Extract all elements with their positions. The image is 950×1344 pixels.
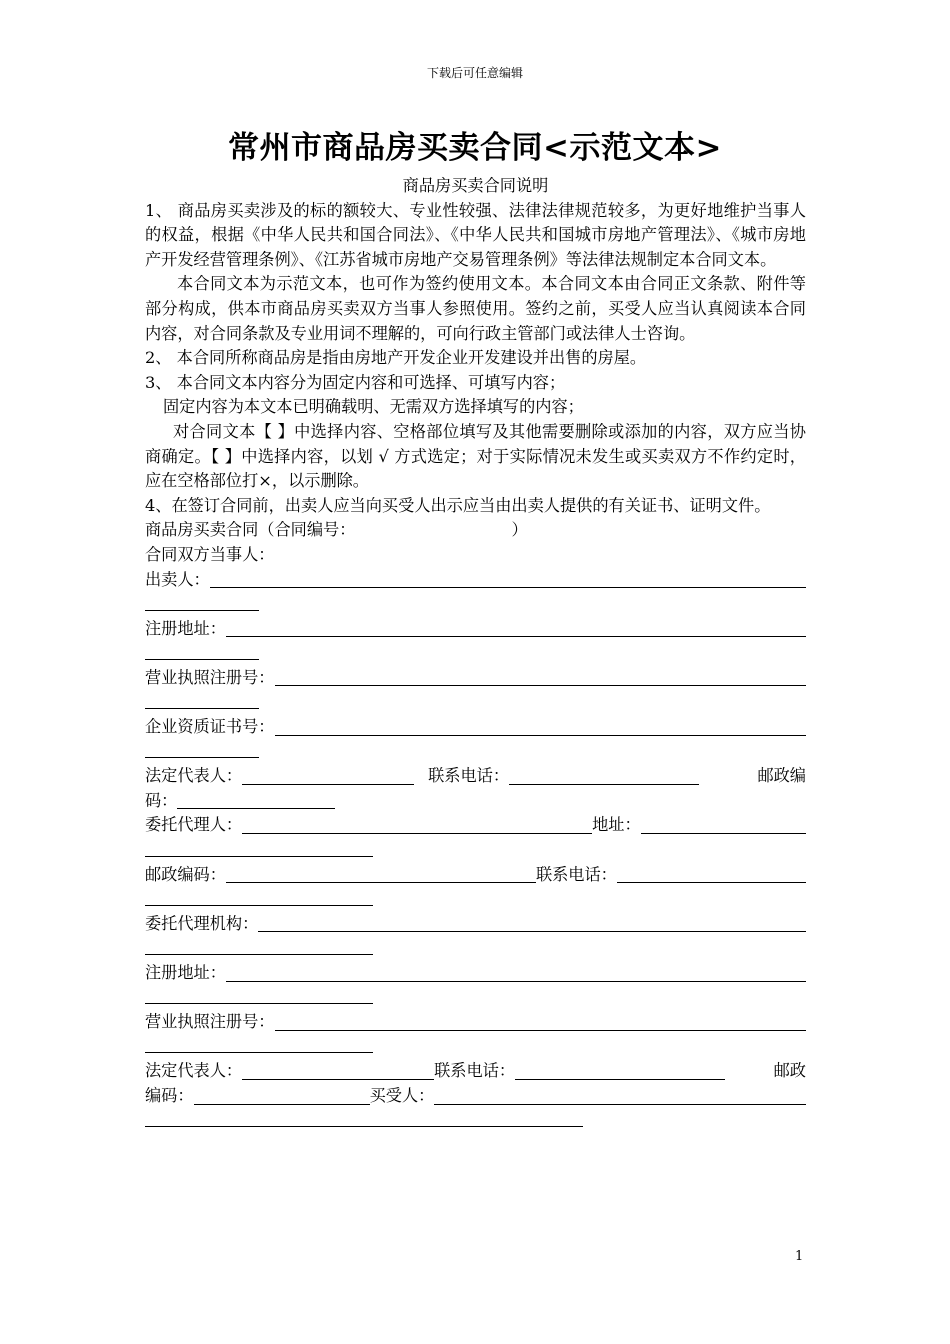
agency-reg-address-row (145, 961, 806, 986)
agency-field[interactable] (258, 914, 806, 932)
reg-address-field[interactable] (226, 619, 806, 637)
paragraph-3: 2、 本合同所称商品房是指由房地产开发企业开发建设并出售的房屋。 (145, 348, 647, 368)
paragraph-5: 固定内容为本文本已明确载明、无需双方选择填写的内容； (163, 397, 584, 417)
agency-legal-rep-field[interactable] (242, 1062, 434, 1080)
subtitle: 商品房买卖合同说明 (402, 176, 549, 195)
agency-phone-label: 联系电话： (434, 1061, 516, 1081)
document-body (145, 174, 806, 1133)
agency-reg-address-field-cont[interactable] (145, 986, 806, 1011)
agent-postcode-label: 邮政编码： (145, 864, 226, 884)
qualification-field-cont[interactable] (145, 740, 806, 765)
legal-rep-label: 法定代表人： (145, 766, 243, 786)
postcode-label-b: 码： (145, 790, 178, 810)
postcode-field[interactable] (177, 791, 335, 809)
agent-postcode-field[interactable] (226, 865, 536, 883)
license-field-cont[interactable] (145, 690, 806, 715)
license-row (145, 666, 806, 691)
contract-number-close: ） (511, 520, 528, 540)
buyer-field-cont[interactable] (145, 1109, 806, 1134)
paragraph-7: 4、在签订合同前，出卖人应当向买受人出示应当由出卖人提供的有关证书、证明文件。 (145, 495, 771, 515)
address-label: 地址： (592, 815, 641, 835)
agency-postcode-field[interactable] (194, 1087, 370, 1105)
legal-rep-field[interactable] (242, 767, 414, 785)
agency-label: 委托代理机构： (145, 913, 259, 933)
phone-field[interactable] (509, 767, 699, 785)
paragraph-2: 本合同文本为示范文本，也可作为签约使用文本。本合同文本由合同正文条款、附件等部分构成，供本市商品房买卖双方当事人参照使用。签约之前，买受人应当认真阅读本合同内容，对合同条款及专业用词不理解的，可向行政主管部门或法律人士咨询。 (145, 274, 806, 343)
agency-postcode-label-b: 编码： (145, 1085, 194, 1105)
agency-license-row (145, 1010, 806, 1035)
reg-address-label: 注册地址： (145, 618, 226, 638)
postcode-row (145, 789, 806, 814)
seller-field-cont[interactable] (145, 592, 806, 617)
qualification-field[interactable] (275, 718, 807, 736)
agency-reg-address-field[interactable] (226, 964, 806, 982)
agency-postcode-label-a: 邮政 (773, 1061, 806, 1081)
agency-field-cont[interactable] (145, 936, 806, 961)
paragraph-1: 1、 商品房买卖涉及的标的额较大、专业性较强、法律法律规范较多，为更好地维护当事人的权益，根据《中华人民共和国合同法》、《中华人民共和国城市房地产管理法》、《城市房地产开发经营管理条例》、《江苏省城市房地产交易管理条例》等法律法规制定本合同文本。 (145, 200, 806, 269)
agency-postcode-buyer-row (145, 1084, 806, 1109)
agency-license-field[interactable] (275, 1013, 807, 1031)
agency-legal-rep-row (145, 1059, 806, 1084)
contract-number-label: 商品房买卖合同（合同编号： (145, 520, 356, 540)
agent-phone-field[interactable] (617, 865, 806, 883)
agency-row (145, 912, 806, 937)
legal-rep-row (145, 764, 806, 789)
document-title: 常州市商品房买卖合同<示范文本> (228, 130, 722, 166)
qualification-row (145, 715, 806, 740)
agent-phone-label: 联系电话： (535, 864, 617, 884)
buyer-field[interactable] (434, 1087, 806, 1105)
seller-row (145, 568, 806, 593)
license-field[interactable] (275, 668, 807, 686)
agency-license-label: 营业执照注册号： (145, 1012, 275, 1032)
agency-reg-address-label: 注册地址： (145, 963, 226, 982)
seller-label: 出卖人： (145, 569, 210, 589)
agent-label: 委托代理人： (145, 815, 243, 835)
agency-license-field-cont[interactable] (145, 1035, 806, 1060)
phone-label: 联系电话： (428, 766, 510, 786)
license-label: 营业执照注册号： (145, 667, 275, 687)
header-note: 下载后可任意编辑 (426, 66, 523, 80)
address-field-cont[interactable] (145, 838, 806, 863)
reg-address-field-cont[interactable] (145, 641, 806, 666)
agency-legal-rep-label: 法定代表人： (145, 1061, 243, 1081)
buyer-label: 买受人： (369, 1085, 435, 1105)
parties-label: 合同双方当事人： (145, 544, 275, 564)
agent-postcode-row (145, 863, 806, 888)
agency-phone-field[interactable] (515, 1062, 725, 1080)
address-field[interactable] (641, 816, 806, 834)
postcode-label-a: 邮政编 (757, 766, 806, 786)
agent-phone-field-cont[interactable] (145, 887, 806, 912)
seller-field[interactable] (210, 570, 806, 588)
paragraph-4: 3、 本合同文本内容分为固定内容和可选择、可填写内容； (145, 372, 566, 392)
qualification-label: 企业资质证书号： (145, 717, 275, 737)
agent-row (145, 813, 806, 838)
page-number: 1 (795, 1249, 804, 1264)
parties-row (145, 543, 806, 568)
agent-field[interactable] (242, 816, 592, 834)
paragraph-6: 对合同文本【 】中选择内容、空格部位填写及其他需要删除或添加的内容，双方应当协商确定。【 】中选择内容，以划 √ 方式选定；对于实际情况未发生或买卖双方不作约定时，应在空格部位打×，以示删除。 (145, 421, 806, 491)
reg-address-row (145, 617, 806, 642)
contract-number-row (145, 518, 806, 543)
